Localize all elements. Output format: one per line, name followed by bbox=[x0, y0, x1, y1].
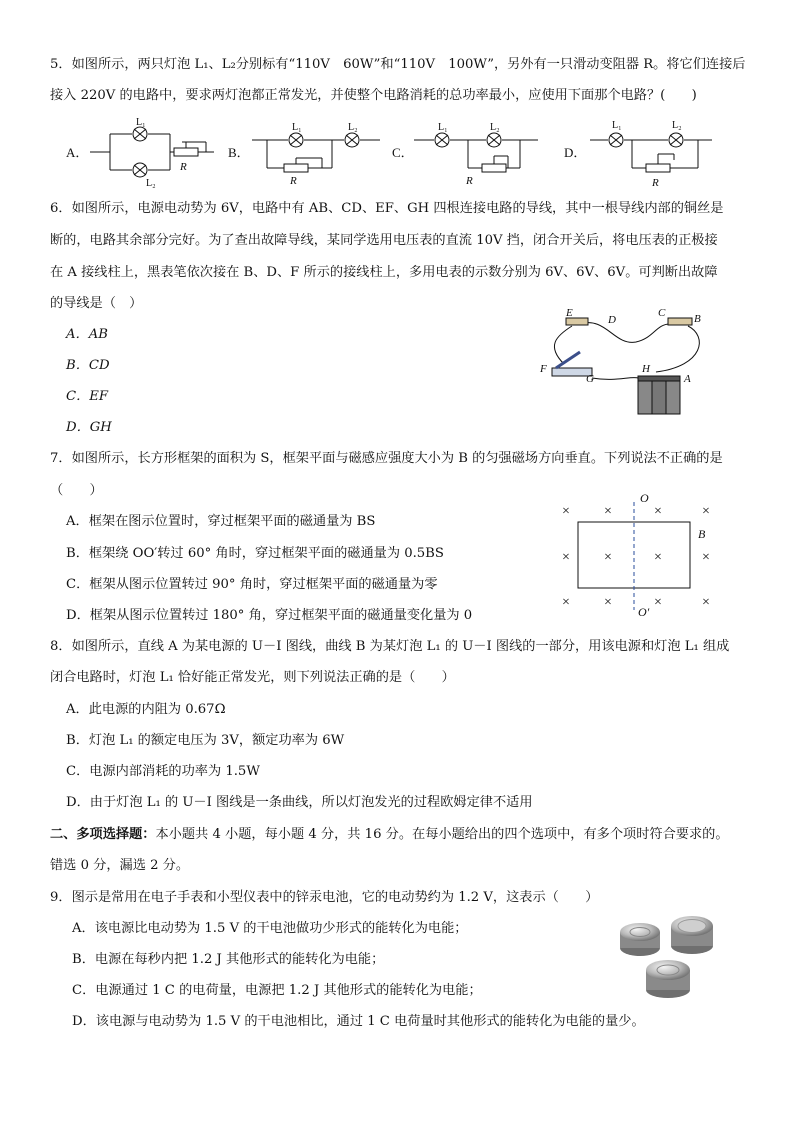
q8-line2: 闭合电路时，灯泡 L₁ 恰好能正常发光，则下列说法正确的是（ ） bbox=[50, 670, 455, 685]
svg-text:L₁: L₁ bbox=[612, 120, 622, 131]
q5-circuit-c bbox=[414, 122, 538, 187]
button-battery-photo bbox=[614, 912, 724, 1006]
q6-line1: 6．如图所示，电源电动势为 6V，电路中有 AB、CD、EF、GH 四根连接电路的导线，其中一根导线内部的铜丝是 bbox=[50, 201, 724, 216]
q6-line2: 断的，电路其余部分完好。为了查出故障导线，某同学选用电压表的直流 10V 挡，闭合开关后，将电压表的正极接 bbox=[50, 233, 718, 248]
cross-mark: × bbox=[654, 504, 662, 519]
label-o: O bbox=[640, 491, 649, 505]
terminal-ed bbox=[566, 318, 588, 325]
q9-option-a: A．该电源比电动势为 1.5 V 的干电池做功少形式的能转化为电能； bbox=[72, 921, 468, 936]
battery-cell-icon bbox=[671, 916, 713, 954]
cross-mark: × bbox=[702, 504, 710, 519]
q7-option-d: D．框架从图示位置转过 180° 角，穿过框架平面的磁通量变化量为 0 bbox=[66, 608, 473, 623]
q7-line1: 7．如图所示，长方形框架的面积为 S，框架平面与磁感应强度大小为 B 的匀强磁场方向垂直。下列说法不正确的是 bbox=[50, 451, 723, 466]
q6-line3: 在 A 接线柱上，黑表笔依次接在 B、D、F 所示的接线柱上，多用电表的示数分别为 6V、6V、6V。可判断出故障 bbox=[50, 265, 718, 280]
svg-text:L₂: L₂ bbox=[490, 122, 500, 133]
svg-text:B: B bbox=[694, 313, 701, 325]
svg-text:A: A bbox=[684, 373, 691, 385]
q6-wiring-figure bbox=[536, 306, 716, 418]
q6-option-d: D．GH bbox=[66, 420, 112, 435]
svg-text:G: G bbox=[586, 373, 594, 385]
svg-text:R: R bbox=[290, 175, 297, 187]
q6-line4: 的导线是（ ） bbox=[50, 296, 143, 311]
q8-line1: 8．如图所示，直线 A 为某电源的 U－I 图线，曲线 B 为某灯泡 L₁ 的 U－I 图线的一部分，用该电源和灯泡 L₁ 组成 bbox=[50, 639, 730, 654]
svg-text:R: R bbox=[652, 177, 659, 189]
q7-line2: （ ） bbox=[50, 483, 103, 498]
q5-line2: 接入 220V 的电路中，要求两灯泡都正常发光，并使整个电路消耗的总功率最小，应使用下面那个电路？( ) bbox=[50, 88, 697, 103]
svg-text:C: C bbox=[658, 307, 666, 319]
q8-option-c: C．电源内部消耗的功率为 1.5W bbox=[66, 764, 260, 779]
battery-cell-icon bbox=[620, 923, 660, 956]
svg-text:R: R bbox=[466, 175, 473, 187]
q7-magnetic-field-figure bbox=[556, 488, 728, 620]
q9-option-b: B．电源在每秒内把 1.2 J 其他形式的能转化为电能； bbox=[72, 952, 385, 967]
q5-option-a-label: A． bbox=[66, 145, 89, 160]
q7-option-c: C．框架从图示位置转过 90° 角时，穿过框架平面的磁通量为零 bbox=[66, 577, 438, 592]
q9-line1: 9．图示是常用在电子手表和小型仪表中的锌汞电池，它的电动势约为 1.2 V，这表示（ ） bbox=[50, 890, 599, 905]
label-b: B bbox=[698, 527, 706, 541]
q5-option-c-label: C． bbox=[392, 145, 414, 160]
q5-line1: 5．如图所示，两只灯泡 L₁、L₂分别标有“110V 60W”和“110V 100W”，另外有一只滑动变阻器 R。将它们连接后 bbox=[50, 57, 746, 72]
cross-mark: × bbox=[702, 595, 710, 610]
q5-circuit-options bbox=[62, 112, 782, 192]
svg-text:F: F bbox=[540, 363, 547, 375]
cross-mark: × bbox=[562, 550, 570, 565]
svg-text:D: D bbox=[608, 314, 616, 326]
cross-mark: × bbox=[562, 595, 570, 610]
q5-option-d-label: D． bbox=[564, 145, 587, 160]
cross-mark: × bbox=[654, 550, 662, 565]
svg-text:L₁: L₁ bbox=[438, 122, 448, 133]
cross-mark: × bbox=[604, 504, 612, 519]
q9-option-d: D．该电源与电动势为 1.5 V 的干电池相比，通过 1 C 电荷量时其他形式的能转化为电能的量少。 bbox=[72, 1014, 645, 1029]
cross-mark: × bbox=[654, 595, 662, 610]
section2-line1 bbox=[50, 826, 729, 844]
q7-option-a: A．框架在图示位置时，穿过框架平面的磁通量为 BS bbox=[66, 514, 376, 529]
section2-title: 二、多项选择题： bbox=[50, 827, 156, 842]
terminal-cb bbox=[668, 318, 692, 325]
section2-text: 本小题共 4 小题，每小题 4 分，共 16 分。在每小题给出的四个选项中，有多个项时符合要求的。 bbox=[155, 827, 729, 842]
cross-mark: × bbox=[562, 504, 570, 519]
svg-text:L₁: L₁ bbox=[136, 117, 146, 128]
svg-text:L₂: L₂ bbox=[348, 122, 358, 133]
q6-option-a: A．AB bbox=[66, 327, 108, 342]
q6-option-b: B．CD bbox=[66, 358, 110, 373]
battery-icon bbox=[638, 376, 680, 414]
svg-text:L₂: L₂ bbox=[146, 178, 156, 189]
section2-line2: 错选 0 分，漏选 2 分。 bbox=[50, 858, 190, 873]
q5-circuit-a bbox=[90, 117, 214, 189]
q6-option-c: C．EF bbox=[66, 389, 109, 404]
svg-text:L₁: L₁ bbox=[292, 122, 302, 133]
svg-text:R: R bbox=[180, 161, 187, 173]
q9-option-c: C．电源通过 1 C 的电荷量，电源把 1.2 J 其他形式的能转化为电能； bbox=[72, 983, 482, 998]
q8-option-b: B．灯泡 L₁ 的额定电压为 3V，额定功率为 6W bbox=[66, 733, 345, 748]
q5-option-b-label: B． bbox=[228, 145, 250, 160]
q5-circuit-d bbox=[590, 120, 712, 189]
label-o-prime: O′ bbox=[638, 605, 650, 619]
q5-circuit-b bbox=[252, 122, 380, 187]
svg-text:E: E bbox=[566, 307, 573, 319]
battery-cell-icon bbox=[646, 960, 690, 998]
q8-option-d: D．由于灯泡 L₁ 的 U－I 图线是一条曲线，所以灯泡发光的过程欧姆定律不适用 bbox=[66, 795, 533, 810]
cross-mark: × bbox=[702, 550, 710, 565]
cross-mark: × bbox=[604, 550, 612, 565]
svg-text:L₂: L₂ bbox=[672, 120, 682, 131]
q8-option-a: A．此电源的内阻为 0.67Ω bbox=[66, 702, 226, 717]
svg-text:H: H bbox=[642, 363, 650, 375]
cross-mark: × bbox=[604, 595, 612, 610]
q7-option-b: B．框架绕 OO′转过 60° 角时，穿过框架平面的磁通量为 0.5BS bbox=[66, 546, 444, 561]
